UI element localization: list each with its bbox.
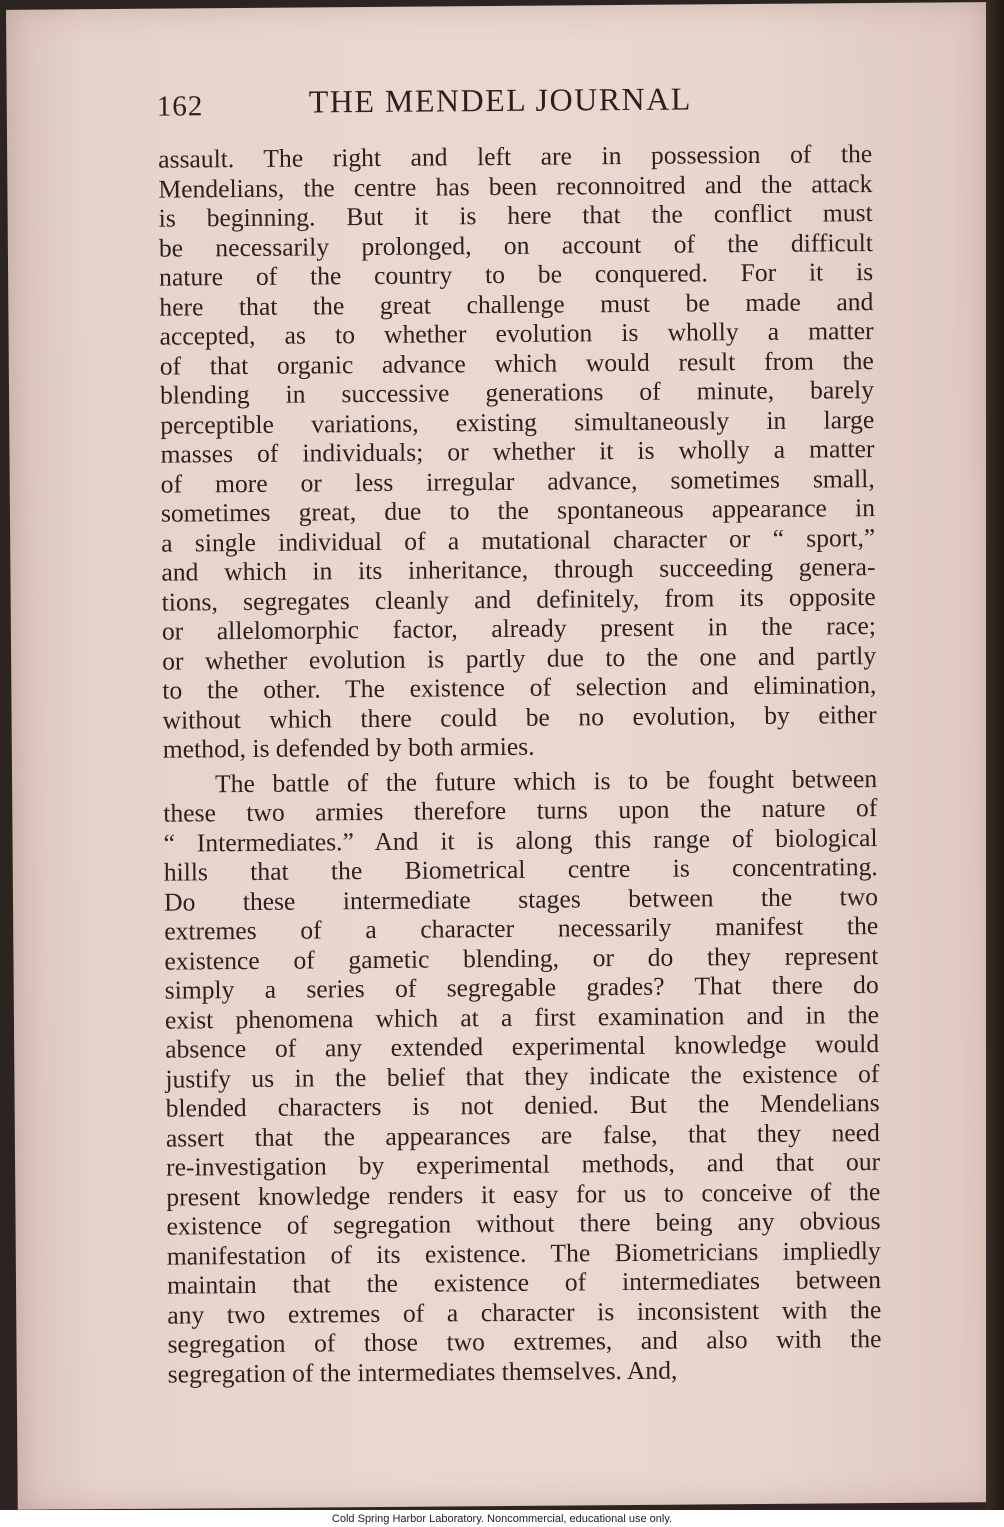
text-line: of more or less irregular advance, sometimes small,: [160, 463, 875, 499]
text-line: segregation of the intermediates themselves. And,: [167, 1355, 678, 1389]
text-line: is beginning. But it is here that the conflict must: [158, 198, 873, 233]
text-line: re-investigation by experimental methods, and that our: [165, 1147, 881, 1182]
text-line: or whether evolution is partly due to the one and partly: [162, 640, 877, 676]
running-title: THE MENDEL JOURNAL: [308, 80, 692, 120]
text-line: a single individual of a mutational character or “ sport,”: [161, 522, 876, 558]
text-line: manifestation of its existence. The Biometricians impliedly: [166, 1235, 881, 1271]
text-line: here that the great challenge must be made and: [159, 286, 874, 322]
text-line: exist phenomena which at a first examination and in the: [164, 999, 880, 1035]
text-line: tions, segregates cleanly and definitely, from its opposite: [161, 581, 876, 617]
text-line: maintain that the existence of intermediates between: [166, 1265, 882, 1300]
text-line: sometimes great, due to the spontaneous appearance in: [160, 493, 876, 528]
text-line: assault. The right and left are in possession of the: [158, 139, 873, 174]
text-line: be necessarily prolonged, on account of the difficult: [158, 227, 873, 263]
text-line: Do these intermediate stages between the two: [163, 881, 879, 917]
text-line: existence of gametic blending, or do they represent: [164, 940, 879, 976]
text-line: justify us in the belief that they indicate the existence of: [165, 1058, 880, 1094]
text-line: these two armies therefore turns upon the nature of: [163, 793, 878, 828]
text-line: any two extremes of a character is inconsistent with the: [167, 1294, 882, 1330]
text-line: hills that the Biometrical centre is concentrating.: [163, 852, 878, 887]
text-line: segregation of those two extremes, and also with the: [167, 1324, 882, 1359]
text-line: to the other. The existence of selection and elimination,: [162, 670, 877, 705]
text-line: nature of the country to be conquered. For it is: [159, 257, 874, 292]
page-number: 162: [156, 90, 204, 123]
text-line: accepted, as to whether evolution is wholly a matter: [159, 316, 874, 351]
text-line: absence of any extended experimental knowledge would: [165, 1029, 880, 1064]
paragraph: [163, 764, 882, 1389]
text-line: perceptible variations, existing simultaneously in large: [160, 404, 875, 440]
text-line: present knowledge renders it easy for us to conceive of the: [166, 1176, 881, 1212]
text-line: blended characters is not denied. But the Mendelians: [165, 1088, 880, 1123]
page-edge: [986, 0, 1004, 1510]
text-line: assert that the appearances are false, that they need: [165, 1117, 880, 1153]
text-line: masses of individuals; or whether it is wholly a matter: [160, 434, 875, 469]
page-header: [149, 77, 869, 129]
text-line: blending in successive generations of minute, barely: [159, 375, 875, 410]
text-line: Mendelians, the centre has been reconnoitred and the attack: [158, 168, 873, 204]
footer-credit: Cold Spring Harbor Laboratory. Noncommercial, educational use only.: [331, 1513, 673, 1525]
text-line: simply a series of segregable grades? That there do: [164, 970, 879, 1005]
text-line: or allelomorphic factor, already present in the race;: [161, 611, 876, 646]
text-line: and which in its inheritance, through succeeding genera-: [161, 552, 876, 587]
text-line: “ Intermediates.” And it is along this range of biological: [163, 822, 878, 858]
text-line: extremes of a character necessarily manifest the: [164, 911, 879, 946]
text-line: of that organic advance which would result from the: [159, 345, 874, 381]
body-text: [158, 139, 882, 1389]
text-line: method, is defended by both armies.: [162, 731, 535, 764]
text-line: existence of segregation without there being any obvious: [166, 1206, 881, 1241]
text-line: without which there could be no evolution, by either: [162, 699, 877, 735]
paragraph: [158, 139, 877, 764]
journal-page: [6, 2, 998, 1510]
text-line: The battle of the future which is to be fought between: [214, 763, 878, 798]
